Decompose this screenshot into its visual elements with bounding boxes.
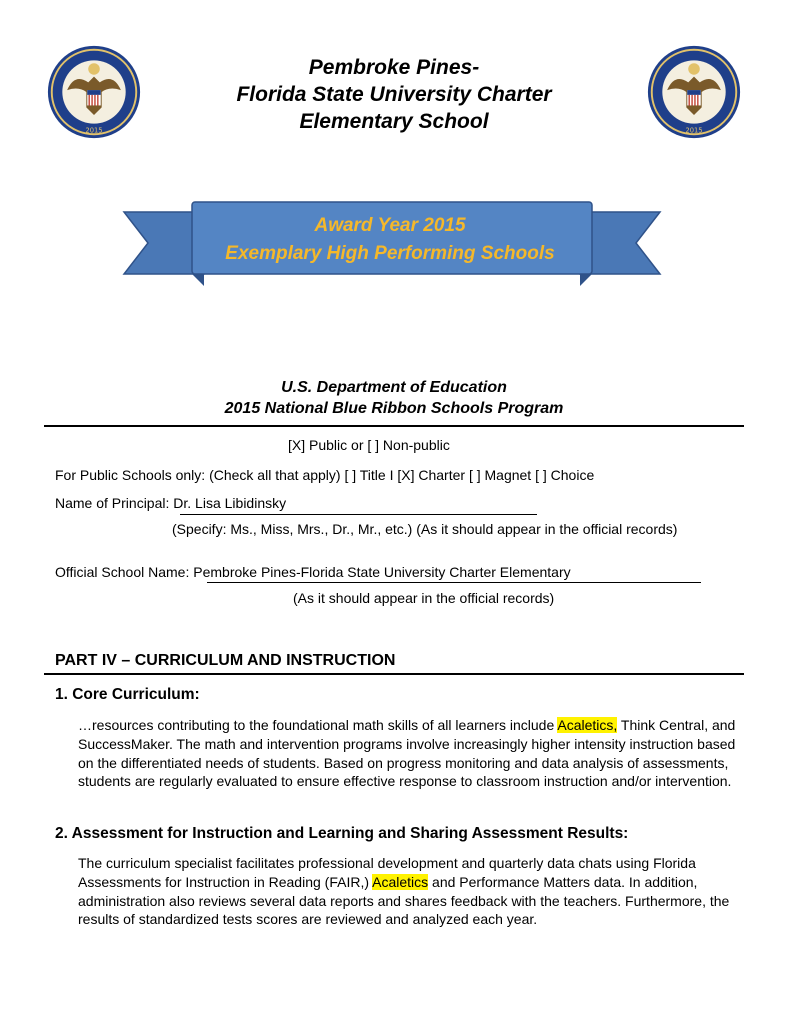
section-heading: 2. Assessment for Instruction and Learning and Sharing Assessment Results:	[55, 825, 629, 842]
principal-label: Name of Principal:	[55, 495, 170, 511]
blue-ribbon-seal-left-logo	[46, 44, 142, 140]
school-title-line: Florida State University Charter	[236, 83, 552, 106]
blue-ribbon-seal-right-logo	[646, 44, 742, 140]
section-paragraph	[78, 854, 743, 929]
svg-text:2015: 2015	[685, 126, 703, 135]
highlighted-text: Acaletics	[372, 873, 429, 890]
award-banner-text	[190, 212, 590, 268]
department-name: U.S. Department of Education	[281, 379, 507, 396]
award-year: Award Year 2015	[314, 215, 466, 236]
paragraph-text: …resources contributing to the foundational math skills of all learners include	[78, 717, 558, 733]
paragraph-text: Think Central, and SuccessMaker. The math and intervention programs involve increasingly higher intensity instruction based on the differentiated needs of students. Based on progress monitoring and data analysis of assessments, students are regularly evaluated to ensure effective response to classroom instruction and/or intervention.	[78, 717, 736, 790]
school-name-value: Pembroke Pines-Florida State University Charter Elementary	[193, 564, 571, 580]
paragraph-text: The curriculum specialist facilitates professional development and quarterly data chats using Florida Assessments for Instruction in Reading (FAIR,)	[78, 855, 696, 890]
program-name: 2015 National Blue Ribbon Schools Program	[224, 400, 564, 417]
principal-note: (Specify: Ms., Miss, Mrs., Dr., Mr., etc.) (As it should appear in the official records)	[172, 521, 678, 537]
highlighted-text: Acaletics,	[557, 717, 618, 733]
principal-underline	[180, 514, 537, 515]
school-name-underline	[207, 582, 701, 583]
school-title-line: Elementary School	[299, 110, 489, 133]
school-name-label: Official School Name:	[55, 564, 190, 580]
school-title-line: Pembroke Pines-	[308, 56, 480, 79]
section-paragraph	[78, 716, 743, 791]
svg-text:2015: 2015	[85, 126, 103, 135]
principal-value: Dr. Lisa Libidinsky	[173, 495, 287, 511]
principal-row	[55, 494, 286, 512]
section-heading: 1. Core Curriculum:	[55, 686, 200, 703]
public-nonpublic-line: [X] Public or [ ] Non-public	[288, 437, 450, 453]
school-title	[170, 54, 618, 135]
award-category: Exemplary High Performing Schools	[225, 243, 555, 264]
divider	[44, 673, 744, 675]
school-name-note: (As it should appear in the official records)	[293, 590, 555, 606]
divider	[44, 425, 744, 427]
paragraph-text: and Performance Matters data. In addition, administration also reviews several data reports and shares feedback with the teachers. Furthermore, the results of standardized tests scores are reviewed and analyzed each year.	[78, 873, 730, 928]
public-schools-line: For Public Schools only: (Check all that apply) [ ] Title I [X] Charter [ ] Magnet [ ] Choice	[55, 467, 595, 483]
program-title	[100, 377, 688, 419]
school-name-row	[55, 563, 571, 581]
part-heading: PART IV – CURRICULUM AND INSTRUCTION	[55, 652, 396, 669]
